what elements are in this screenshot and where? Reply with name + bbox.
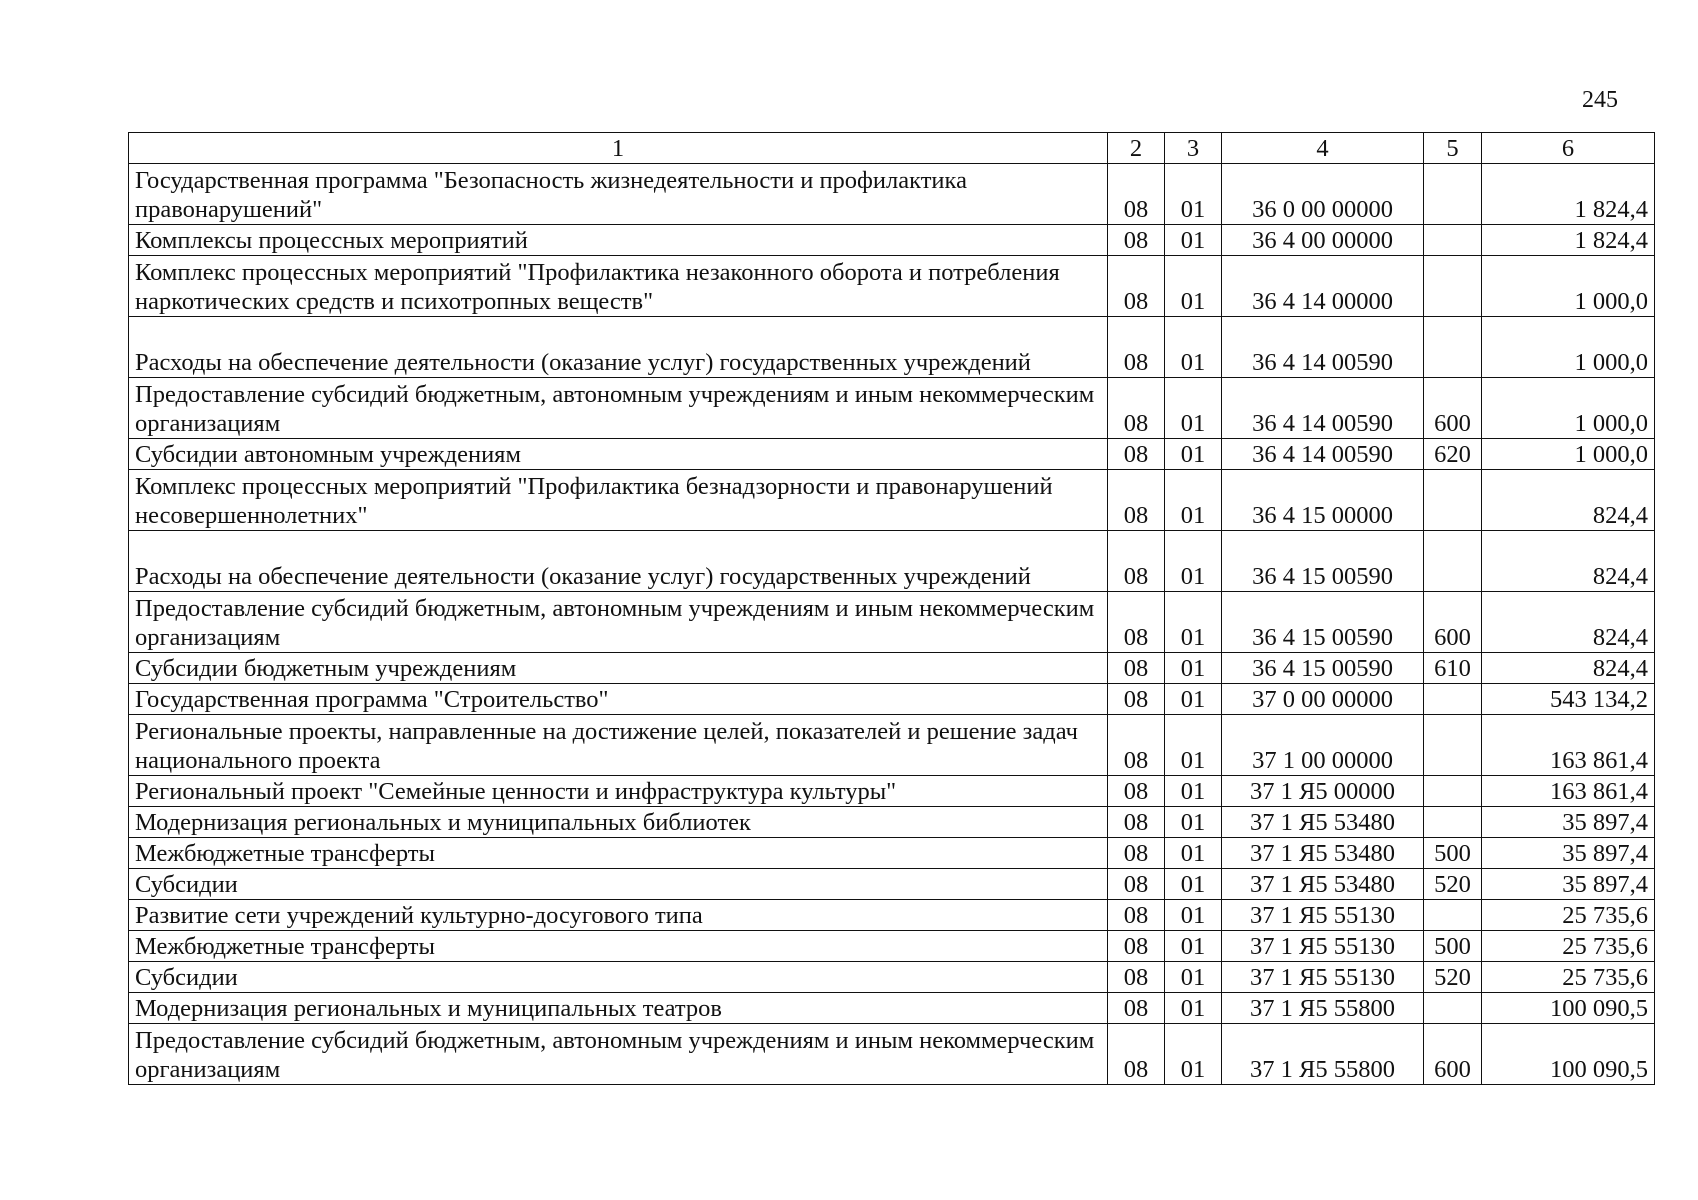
header-col-6: 6 xyxy=(1482,133,1655,164)
table-row xyxy=(129,439,1655,470)
table-row xyxy=(129,869,1655,900)
cell-subsection: 01 xyxy=(1165,807,1222,838)
cell-amount: 824,4 xyxy=(1482,531,1655,592)
cell-name: Модернизация региональных и муниципальных театров xyxy=(129,993,1108,1024)
cell-subsection: 01 xyxy=(1165,225,1222,256)
cell-expense-type: 610 xyxy=(1424,653,1482,684)
cell-subsection: 01 xyxy=(1165,439,1222,470)
cell-amount: 25 735,6 xyxy=(1482,962,1655,993)
cell-subsection: 01 xyxy=(1165,869,1222,900)
cell-amount: 1 000,0 xyxy=(1482,256,1655,317)
cell-subsection: 01 xyxy=(1165,378,1222,439)
cell-subsection: 01 xyxy=(1165,531,1222,592)
cell-expense-type xyxy=(1424,776,1482,807)
cell-target-article: 37 1 Я5 55130 xyxy=(1222,962,1424,993)
cell-section: 08 xyxy=(1108,807,1165,838)
cell-section: 08 xyxy=(1108,164,1165,225)
cell-amount: 1 824,4 xyxy=(1482,164,1655,225)
cell-section: 08 xyxy=(1108,439,1165,470)
cell-amount: 35 897,4 xyxy=(1482,807,1655,838)
cell-target-article: 37 0 00 00000 xyxy=(1222,684,1424,715)
cell-amount: 100 090,5 xyxy=(1482,1024,1655,1085)
cell-name: Субсидии автономным учреждениям xyxy=(129,439,1108,470)
cell-target-article: 36 4 15 00590 xyxy=(1222,653,1424,684)
cell-section: 08 xyxy=(1108,900,1165,931)
budget-table xyxy=(128,132,1655,1085)
cell-name: Субсидии xyxy=(129,962,1108,993)
cell-subsection: 01 xyxy=(1165,962,1222,993)
header-col-5: 5 xyxy=(1424,133,1482,164)
cell-name: Предоставление субсидий бюджетным, автономным учреждениям и иным некоммерческим организациям xyxy=(129,1024,1108,1085)
table-row xyxy=(129,470,1655,531)
cell-section: 08 xyxy=(1108,869,1165,900)
table-header xyxy=(129,133,1655,164)
header-col-4: 4 xyxy=(1222,133,1424,164)
cell-amount: 163 861,4 xyxy=(1482,715,1655,776)
cell-target-article: 36 4 00 00000 xyxy=(1222,225,1424,256)
cell-amount: 100 090,5 xyxy=(1482,993,1655,1024)
cell-amount: 824,4 xyxy=(1482,470,1655,531)
cell-expense-type xyxy=(1424,684,1482,715)
cell-subsection: 01 xyxy=(1165,715,1222,776)
cell-amount: 35 897,4 xyxy=(1482,838,1655,869)
cell-amount: 1 000,0 xyxy=(1482,439,1655,470)
cell-subsection: 01 xyxy=(1165,317,1222,378)
cell-target-article: 36 4 15 00590 xyxy=(1222,531,1424,592)
header-col-1: 1 xyxy=(129,133,1108,164)
cell-amount: 25 735,6 xyxy=(1482,931,1655,962)
cell-name: Межбюджетные трансферты xyxy=(129,931,1108,962)
cell-target-article: 37 1 Я5 55800 xyxy=(1222,993,1424,1024)
cell-name: Предоставление субсидий бюджетным, автономным учреждениям и иным некоммерческим организациям xyxy=(129,378,1108,439)
cell-subsection: 01 xyxy=(1165,684,1222,715)
cell-expense-type xyxy=(1424,256,1482,317)
cell-expense-type xyxy=(1424,993,1482,1024)
cell-name: Региональный проект "Семейные ценности и инфраструктура культуры" xyxy=(129,776,1108,807)
cell-section: 08 xyxy=(1108,838,1165,869)
cell-name: Субсидии xyxy=(129,869,1108,900)
cell-section: 08 xyxy=(1108,962,1165,993)
cell-target-article: 37 1 Я5 55800 xyxy=(1222,1024,1424,1085)
cell-expense-type: 620 xyxy=(1424,439,1482,470)
cell-expense-type xyxy=(1424,531,1482,592)
cell-expense-type: 520 xyxy=(1424,962,1482,993)
header-col-3: 3 xyxy=(1165,133,1222,164)
cell-name: Комплекс процессных мероприятий "Профилактика безнадзорности и правонарушений несовершеннолетних" xyxy=(129,470,1108,531)
cell-subsection: 01 xyxy=(1165,256,1222,317)
cell-target-article: 36 4 15 00000 xyxy=(1222,470,1424,531)
table-body xyxy=(129,164,1655,1085)
table-row xyxy=(129,164,1655,225)
cell-section: 08 xyxy=(1108,776,1165,807)
table-row xyxy=(129,1024,1655,1085)
cell-name: Модернизация региональных и муниципальных библиотек xyxy=(129,807,1108,838)
table-row xyxy=(129,317,1655,378)
cell-target-article: 37 1 Я5 53480 xyxy=(1222,838,1424,869)
cell-target-article: 37 1 Я5 55130 xyxy=(1222,900,1424,931)
table-row xyxy=(129,684,1655,715)
cell-target-article: 36 4 14 00590 xyxy=(1222,378,1424,439)
table-row xyxy=(129,931,1655,962)
cell-section: 08 xyxy=(1108,1024,1165,1085)
table-row xyxy=(129,225,1655,256)
cell-target-article: 36 4 14 00590 xyxy=(1222,439,1424,470)
cell-subsection: 01 xyxy=(1165,592,1222,653)
cell-name: Субсидии бюджетным учреждениям xyxy=(129,653,1108,684)
cell-target-article: 37 1 Я5 55130 xyxy=(1222,931,1424,962)
cell-target-article: 36 4 15 00590 xyxy=(1222,592,1424,653)
cell-name: Комплекс процессных мероприятий "Профилактика незаконного оборота и потребления наркотических средств и психотропных веществ" xyxy=(129,256,1108,317)
cell-target-article: 37 1 00 00000 xyxy=(1222,715,1424,776)
cell-section: 08 xyxy=(1108,470,1165,531)
cell-amount: 824,4 xyxy=(1482,653,1655,684)
table-row xyxy=(129,531,1655,592)
cell-expense-type: 500 xyxy=(1424,838,1482,869)
cell-name: Государственная программа "Строительство" xyxy=(129,684,1108,715)
table-row xyxy=(129,715,1655,776)
cell-subsection: 01 xyxy=(1165,470,1222,531)
cell-target-article: 37 1 Я5 53480 xyxy=(1222,869,1424,900)
cell-subsection: 01 xyxy=(1165,653,1222,684)
table-row xyxy=(129,993,1655,1024)
table-row xyxy=(129,256,1655,317)
cell-subsection: 01 xyxy=(1165,776,1222,807)
cell-subsection: 01 xyxy=(1165,1024,1222,1085)
cell-amount: 163 861,4 xyxy=(1482,776,1655,807)
cell-amount: 543 134,2 xyxy=(1482,684,1655,715)
cell-section: 08 xyxy=(1108,256,1165,317)
cell-target-article: 37 1 Я5 00000 xyxy=(1222,776,1424,807)
cell-name: Комплексы процессных мероприятий xyxy=(129,225,1108,256)
cell-section: 08 xyxy=(1108,993,1165,1024)
cell-expense-type: 600 xyxy=(1424,592,1482,653)
cell-expense-type xyxy=(1424,715,1482,776)
cell-subsection: 01 xyxy=(1165,164,1222,225)
cell-name: Расходы на обеспечение деятельности (оказание услуг) государственных учреждений xyxy=(129,531,1108,592)
cell-name: Предоставление субсидий бюджетным, автономным учреждениям и иным некоммерческим организациям xyxy=(129,592,1108,653)
table-row xyxy=(129,838,1655,869)
cell-subsection: 01 xyxy=(1165,838,1222,869)
cell-section: 08 xyxy=(1108,684,1165,715)
header-row xyxy=(129,133,1655,164)
cell-expense-type xyxy=(1424,164,1482,225)
cell-expense-type: 600 xyxy=(1424,1024,1482,1085)
cell-name: Межбюджетные трансферты xyxy=(129,838,1108,869)
cell-section: 08 xyxy=(1108,378,1165,439)
cell-amount: 1 000,0 xyxy=(1482,317,1655,378)
cell-section: 08 xyxy=(1108,592,1165,653)
cell-target-article: 36 4 14 00590 xyxy=(1222,317,1424,378)
cell-amount: 1 000,0 xyxy=(1482,378,1655,439)
cell-expense-type xyxy=(1424,807,1482,838)
cell-subsection: 01 xyxy=(1165,900,1222,931)
header-col-2: 2 xyxy=(1108,133,1165,164)
table-row xyxy=(129,776,1655,807)
cell-target-article: 37 1 Я5 53480 xyxy=(1222,807,1424,838)
table-row xyxy=(129,378,1655,439)
cell-name: Расходы на обеспечение деятельности (оказание услуг) государственных учреждений xyxy=(129,317,1108,378)
cell-amount: 824,4 xyxy=(1482,592,1655,653)
cell-section: 08 xyxy=(1108,715,1165,776)
cell-name: Региональные проекты, направленные на достижение целей, показателей и решение задач национального проекта xyxy=(129,715,1108,776)
cell-amount: 25 735,6 xyxy=(1482,900,1655,931)
cell-amount: 35 897,4 xyxy=(1482,869,1655,900)
page-number: 245 xyxy=(1582,87,1618,113)
table-row xyxy=(129,653,1655,684)
cell-target-article: 36 0 00 00000 xyxy=(1222,164,1424,225)
cell-expense-type xyxy=(1424,900,1482,931)
cell-amount: 1 824,4 xyxy=(1482,225,1655,256)
cell-section: 08 xyxy=(1108,931,1165,962)
cell-section: 08 xyxy=(1108,653,1165,684)
cell-name: Развитие сети учреждений культурно-досугового типа xyxy=(129,900,1108,931)
cell-expense-type: 520 xyxy=(1424,869,1482,900)
cell-subsection: 01 xyxy=(1165,931,1222,962)
cell-section: 08 xyxy=(1108,531,1165,592)
cell-expense-type xyxy=(1424,317,1482,378)
cell-expense-type xyxy=(1424,470,1482,531)
cell-target-article: 36 4 14 00000 xyxy=(1222,256,1424,317)
table-row xyxy=(129,962,1655,993)
cell-section: 08 xyxy=(1108,317,1165,378)
cell-name: Государственная программа "Безопасность жизнедеятельности и профилактика правонарушений" xyxy=(129,164,1108,225)
table-row xyxy=(129,900,1655,931)
cell-section: 08 xyxy=(1108,225,1165,256)
cell-expense-type: 600 xyxy=(1424,378,1482,439)
cell-expense-type xyxy=(1424,225,1482,256)
cell-expense-type: 500 xyxy=(1424,931,1482,962)
table-row xyxy=(129,592,1655,653)
table-row xyxy=(129,807,1655,838)
cell-subsection: 01 xyxy=(1165,993,1222,1024)
